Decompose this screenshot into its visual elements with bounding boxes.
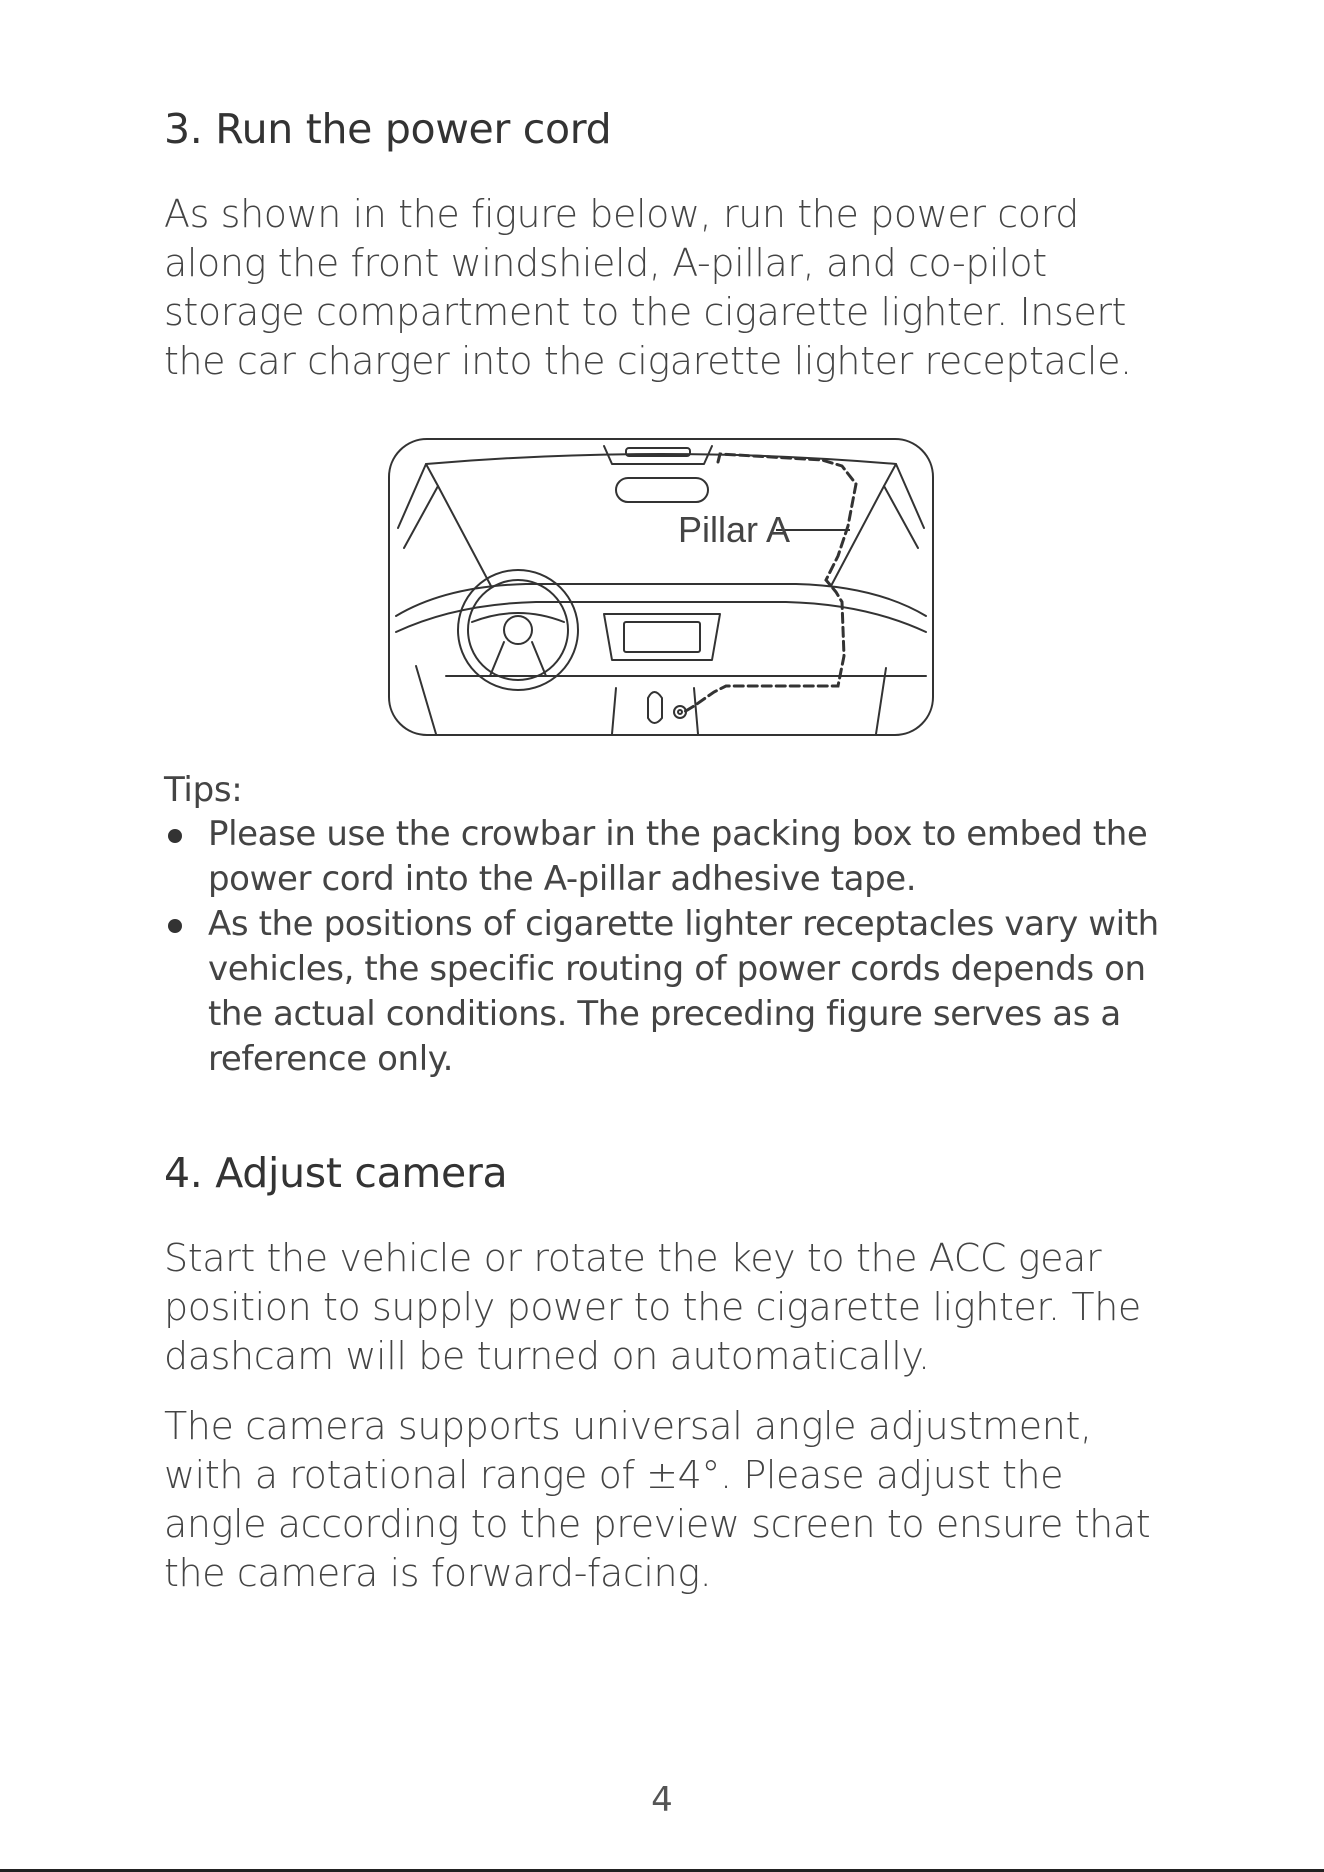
tips-list bbox=[164, 812, 1174, 1082]
section-title-run-power-cord: 3. Run the power cord bbox=[164, 105, 612, 153]
section-title-adjust-camera: 4. Adjust camera bbox=[164, 1149, 508, 1197]
section-body-adjust-camera-2: The camera supports universal angle adjustment, with a rotational range of ±4°. Please adjust the angle according to the preview screen to ensure that the camera is forward-facing. bbox=[164, 1404, 1151, 1595]
tip-text: Please use the crowbar in the packing box to embed the power cord into the A-pillar adhesive tape. bbox=[208, 814, 1148, 899]
bullet-icon bbox=[168, 829, 182, 843]
car-interior-figure bbox=[386, 436, 936, 738]
tip-item bbox=[164, 812, 1174, 902]
tip-item bbox=[164, 902, 1174, 1082]
page-number: 4 bbox=[651, 1780, 673, 1820]
callout-pillar-a-label: Pillar A bbox=[678, 509, 791, 550]
bullet-icon bbox=[168, 919, 182, 933]
tip-text: As the positions of cigarette lighter receptacles vary with vehicles, the specific routing of power cords depends on the actual conditions. The preceding figure serves as a reference only. bbox=[208, 904, 1159, 1079]
tips-label: Tips: bbox=[164, 770, 243, 810]
section-body-run-power-cord: As shown in the figure below, run the power cord along the front windshield, A-pillar, and co-pilot storage compartment to the cigarette lighter. Insert the car charger into the cigarette lighter receptacle. bbox=[164, 192, 1132, 383]
car-interior-illustration bbox=[386, 436, 936, 738]
section-body-adjust-camera-1: Start the vehicle or rotate the key to the ACC gear position to supply power to the cigarette lighter. The dashcam will be turned on automatically. bbox=[164, 1236, 1141, 1378]
